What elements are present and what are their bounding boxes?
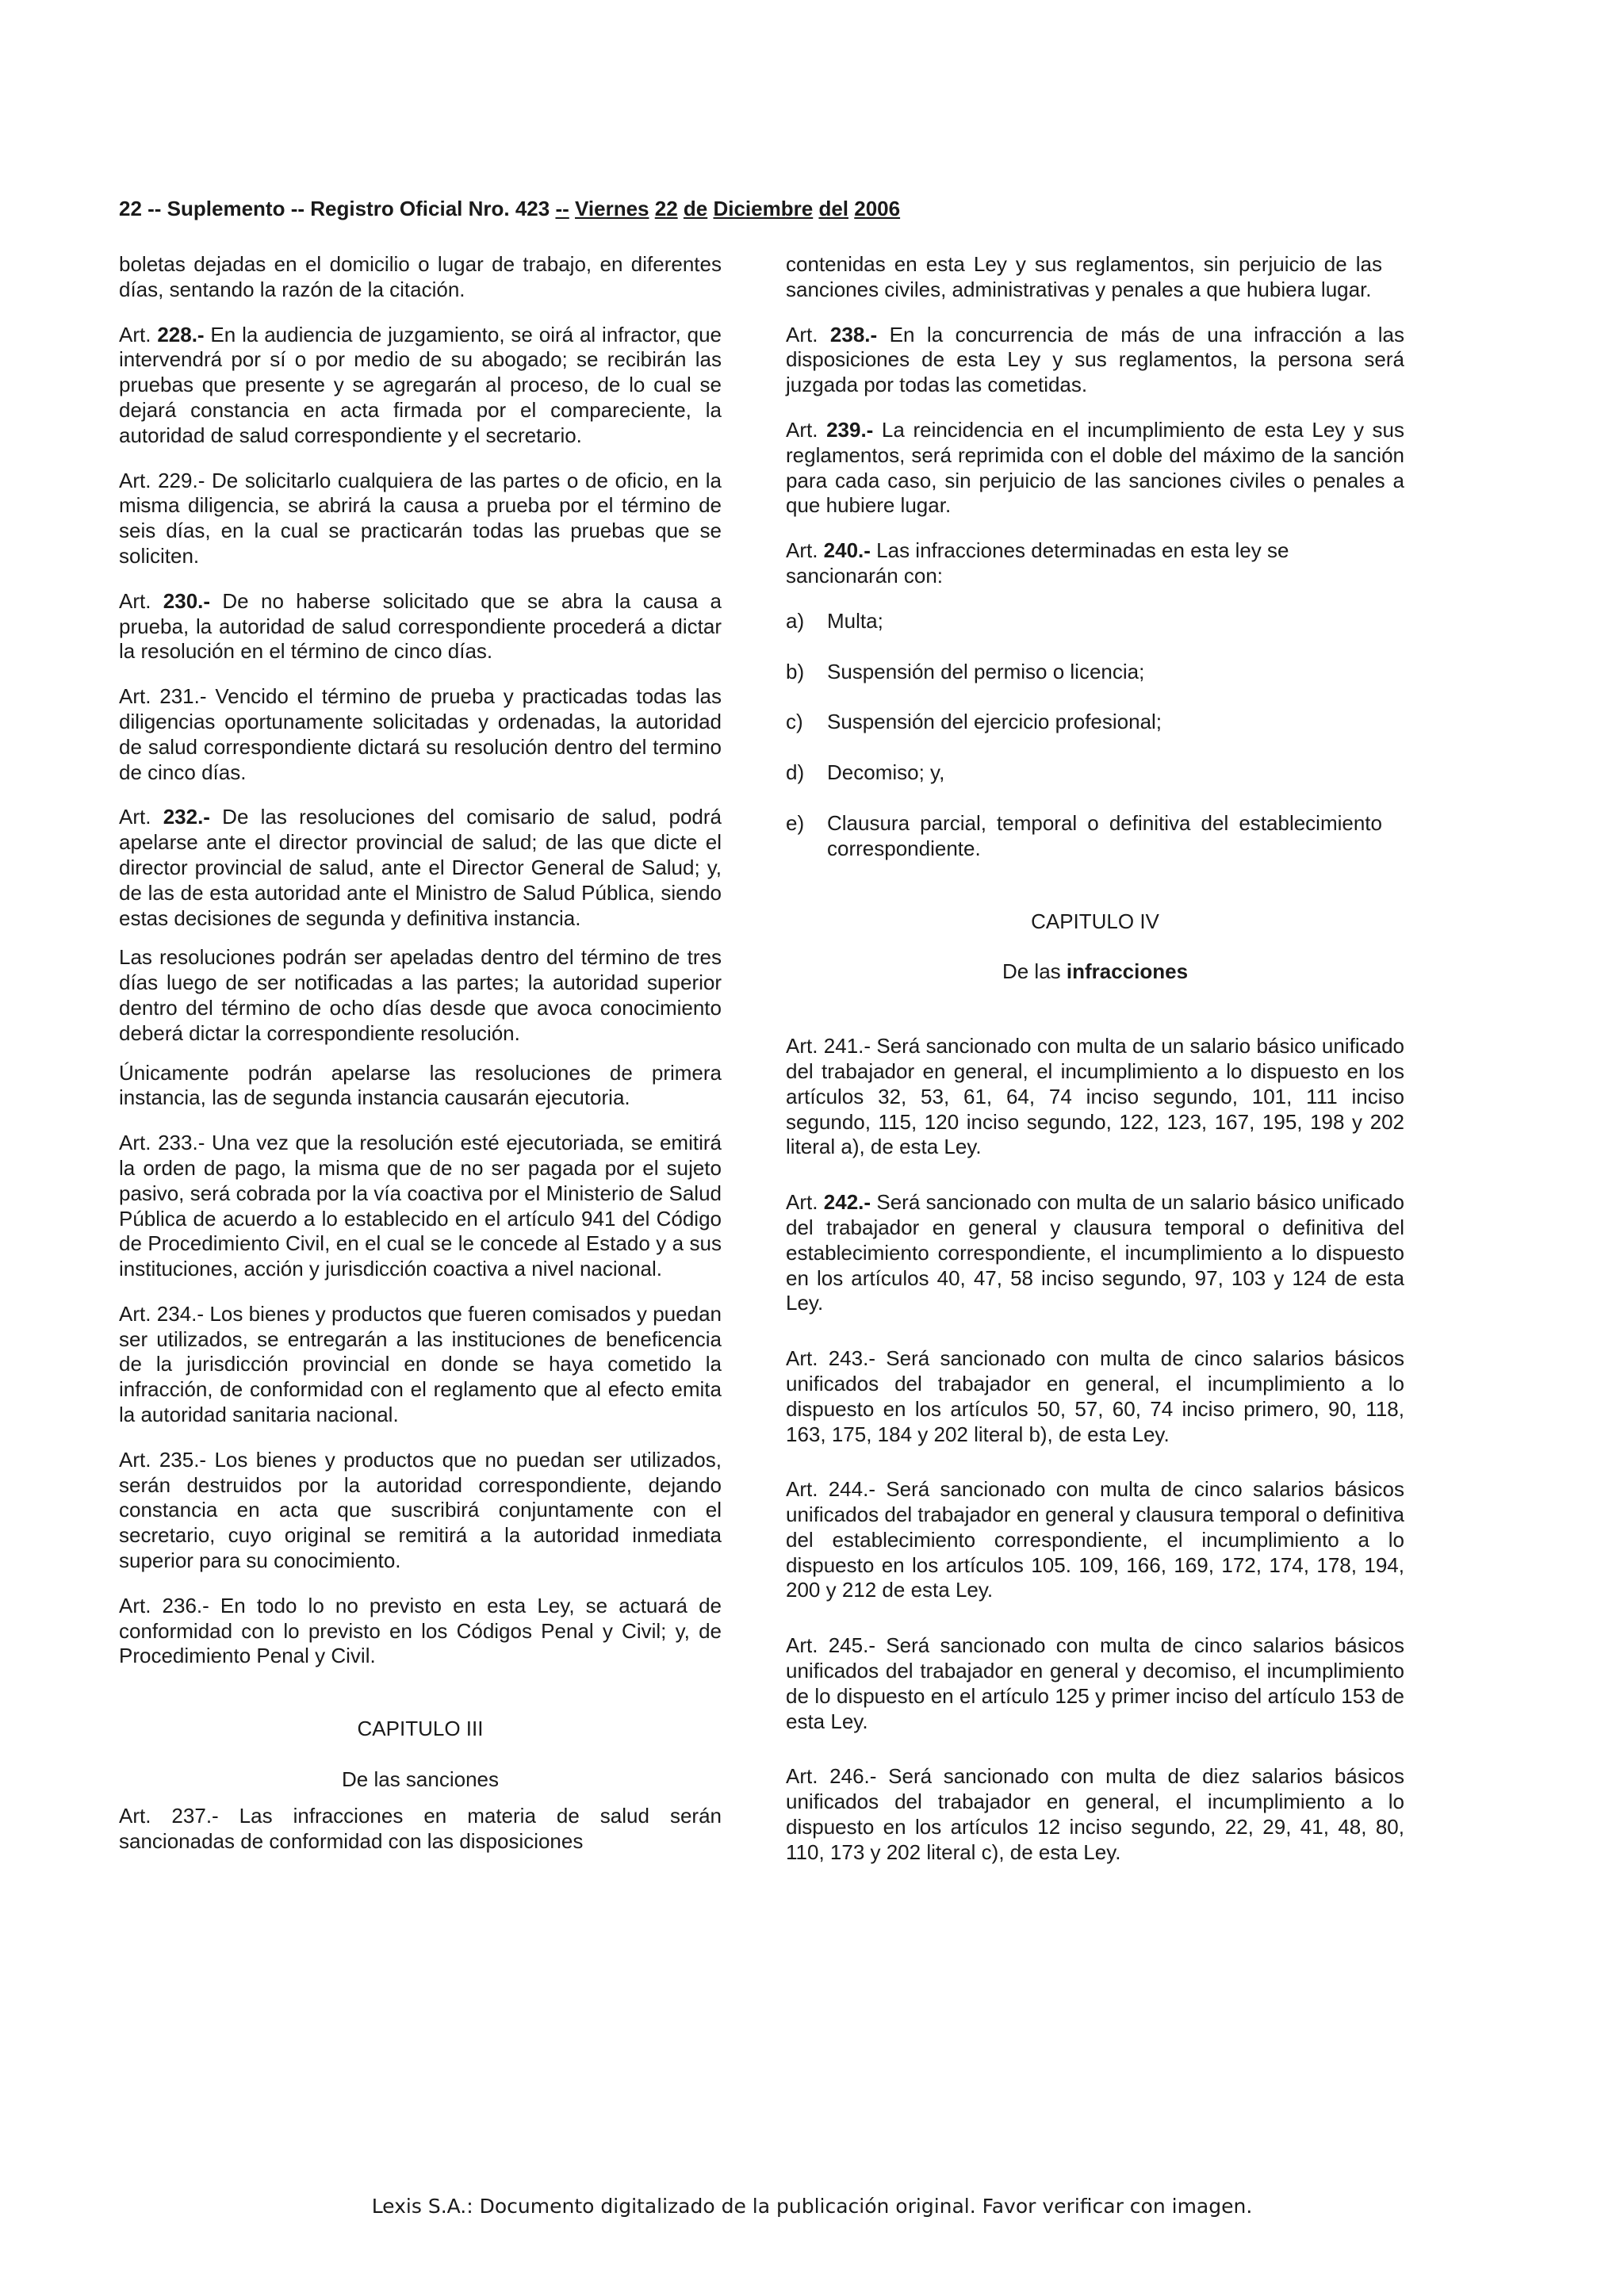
list-marker: d) <box>786 760 805 785</box>
article-number: 238.- <box>829 322 878 346</box>
article-number: 240.- <box>823 538 871 563</box>
chapter-heading: CAPITULO III <box>357 1717 484 1741</box>
list-item <box>786 710 1404 735</box>
article-246: Art. 246.- Será sancionado con multa de diez salarios básicos unificados del trabajador en general, el incumplimiento a lo dispuesto en los artículos 12 inciso segundo, 22, 29, 41, 48, 80, 110, 173 y 202 literal c), de esta Ley. <box>786 1764 1404 1864</box>
article-number: 228.- <box>157 322 205 346</box>
list-marker: a) <box>786 608 805 633</box>
article-235: Art. 235.- Los bienes y productos que no puedan ser utilizados, serán destruidos por la autoridad correspondiente, dejando constancia en acta que suscribirá conjuntamente con el secretario, cuyo original se remitirá a la autoridad inmediata superior para su conocimiento. <box>119 1447 722 1573</box>
header-month: Diciembre <box>713 197 814 220</box>
article-number: 230.- <box>163 588 211 613</box>
article-229: Art. 229.- De solicitarlo cualquiera de las partes o de oficio, en la misma diligencia, se abrirá la causa a prueba por el término de seis días, en la cual se practicarán todas las pruebas que se soliciten. <box>119 468 722 568</box>
header-del: del <box>818 197 849 220</box>
subheading-prefix: De las <box>1002 959 1067 984</box>
article-label: Art. <box>119 588 163 613</box>
list-item <box>786 811 1382 862</box>
page-header <box>119 197 900 221</box>
article-237-continuation: contenidas en esta Ley y sus reglamentos, sin perjuicio de las sanciones civiles, administrativas y penales a que hubiera lugar. <box>786 252 1382 301</box>
article-text: En la concurrencia de más de una infracción a las disposiciones de esta Ley y sus reglamentos, la persona será juzgada por todas las cometidas. <box>786 322 1405 397</box>
article-label: Art. <box>786 417 827 442</box>
article-text: Las infracciones determinadas en esta ley se sancionarán con: <box>786 538 1289 588</box>
article-label: Art. <box>119 322 158 346</box>
article-number: 239.- <box>826 417 874 442</box>
article-233: Art. 233.- Una vez que la resolución esté ejecutoriada, se emitirá la orden de pago, la misma que de no ser pagada por el sujeto pasivo, será cobrada por la vía coactiva por el Ministerio de Salud Pública de acuerdo a lo establecido en el artículo 941 del Código de Procedimiento Civil, en el cual se le concede al Estado y a sus instituciones, acción y jurisdicción coactiva a nivel nacional. <box>119 1131 722 1281</box>
article-242 <box>786 1190 1404 1316</box>
article-text: La reincidencia en el incumplimiento de esta Ley y sus reglamentos, será reprimida con el doble del máximo de la sanción para cada caso, sin perjuicio de las sanciones civiles o penales a que hubiere lugar. <box>786 417 1405 518</box>
list-text: Decomiso; y, <box>827 760 945 785</box>
article-244: Art. 244.- Será sancionado con multa de cinco salarios básicos unificados del trabajador en general y clausura temporal o definitiva del establecimiento correspondiente, el incumplimiento a lo dispuesto en los artículos 105. 109, 166, 169, 172, 174, 178, 194, 200 y 212 de esta Ley. <box>786 1477 1404 1602</box>
right-column <box>786 252 1404 1885</box>
article-237-start: Art. 237.- Las infracciones en materia de salud serán sancionadas de conformidad con las disposiciones <box>119 1803 722 1853</box>
list-marker: e) <box>786 810 805 835</box>
chapter-subheading: De las sanciones <box>342 1767 499 1792</box>
chapter-heading: CAPITULO IV <box>1031 909 1159 933</box>
paragraph-unicamente: Únicamente podrán apelarse las resoluciones de primera instancia, las de segunda instancia causarán ejecutoria. <box>119 1060 722 1110</box>
article-text: De no haberse solicitado que se abra la causa a prueba, la autoridad de salud correspondiente procederá a dictar la resolución en el término de cinco días. <box>119 588 722 664</box>
list-text: Multa; <box>827 608 883 633</box>
article-231: Art. 231.- Vencido el término de prueba y practicadas todas las diligencias oportunamente solicitadas y ordenadas, la autoridad de salud correspondiente dictará su resolución dentro del termino de cinco días. <box>119 684 722 784</box>
article-label: Art. <box>786 538 824 563</box>
list-item <box>786 660 1404 685</box>
article-238 <box>786 323 1404 398</box>
list-item <box>786 760 1404 786</box>
article-number: 242.- <box>823 1190 871 1215</box>
article-232 <box>119 805 722 931</box>
header-day: Viernes <box>575 197 649 220</box>
article-228 <box>119 323 722 449</box>
list-marker: b) <box>786 659 805 683</box>
article-text: De las resoluciones del comisario de salud, podrá apelarse ante el director provincial de salud; de las que dicte el director provincial de salud, ante el Director General de Salud; y, de las de esta autoridad ante el Ministro de Salud Pública, siendo estas decisiones de segunda y definitiva instancia. <box>119 805 722 930</box>
article-text: En la audiencia de juzgamiento, se oirá al infractor, que intervendrá por sí o por medio de su abogado; se recibirán las pruebas que presente y se agregarán al proceso, de lo cual se dejará constancia en acta firmada por el compareciente, la autoridad de salud correspondiente y el secretario. <box>119 322 722 447</box>
article-236: Art. 236.- En todo lo no previsto en esta Ley, se actuará de conformidad con lo previsto en los Códigos Penal y Civil; y, de Procedimiento Penal y Civil. <box>119 1593 722 1668</box>
list-marker: c) <box>786 710 803 734</box>
article-243: Art. 243.- Será sancionado con multa de cinco salarios básicos unificados del trabajador en general, el incumplimiento a lo dispuesto en los artículos 50, 57, 60, 74 inciso primero, 90, 118, 163, 175, 184 y 202 literal b), de esta Ley. <box>786 1346 1404 1446</box>
header-day-number: 22 <box>654 197 678 220</box>
list-text: Clausura parcial, temporal o definitiva del establecimiento correspondiente. <box>827 810 1382 860</box>
article-234: Art. 234.- Los bienes y productos que fueren comisados y puedan ser utilizados, se entregarán a las instituciones de beneficencia de la jurisdicción provincial en donde se haya cometido la infracción, de conformidad con el reglamento que al efecto emita la autoridad sanitaria nacional. <box>119 1301 722 1427</box>
chapter-subheading <box>786 959 1404 985</box>
article-label: Art. <box>119 805 163 829</box>
article-230 <box>119 589 722 664</box>
paragraph-resoluciones: Las resoluciones podrán ser apeladas dentro del término de tres días luego de ser notificadas a las partes; la autoridad superior dentro del término de ocho días desde que avoca conocimiento deberá dictar la correspondiente resolución. <box>119 945 722 1045</box>
subheading-bold: infracciones <box>1066 959 1189 984</box>
article-text: Será sancionado con multa de un salario básico unificado del trabajador en general y clausura temporal o definitiva del establecimiento correspondiente, el incumplimiento a lo dispuesto en los artículos 40, 47, 58 inciso segundo, 97, 103 y 124 de esta Ley. <box>786 1190 1405 1315</box>
left-column <box>119 252 722 1854</box>
header-year: 2006 <box>854 197 901 220</box>
article-239 <box>786 418 1404 519</box>
header-sep: -- <box>555 197 569 220</box>
article-label: Art. <box>786 322 830 346</box>
list-text: Suspensión del ejercicio profesional; <box>827 710 1162 734</box>
page-footer: Lexis S.A.: Documento digitalizado de la publicación original. Favor verificar con imagen. <box>371 2195 1253 2218</box>
list-item <box>786 609 1404 634</box>
article-241: Art. 241.- Será sancionado con multa de un salario básico unificado del trabajador en general, el incumplimiento a lo dispuesto en los artículos 32, 53, 61, 64, 74 inciso segundo, 101, 111 inciso segundo, 115, 120 inciso segundo, 122, 123, 167, 195, 198 y 202 literal a), de esta Ley. <box>786 1034 1404 1159</box>
paragraph-continuation: boletas dejadas en el domicilio o lugar de trabajo, en diferentes días, sentando la razón de la citación. <box>119 252 722 301</box>
article-245: Art. 245.- Será sancionado con multa de cinco salarios básicos unificados del trabajador en general y decomiso, el incumplimiento de lo dispuesto en el artículo 125 y primer inciso del artículo 153 de esta Ley. <box>786 1633 1404 1733</box>
article-label: Art. <box>786 1190 824 1215</box>
article-240 <box>786 538 1341 589</box>
header-prefix: 22 -- Suplemento -- Registro Oficial Nro. 423 <box>119 197 556 220</box>
list-text: Suspensión del permiso o licencia; <box>827 659 1145 683</box>
header-de: de <box>683 197 708 220</box>
article-number: 232.- <box>163 805 210 829</box>
